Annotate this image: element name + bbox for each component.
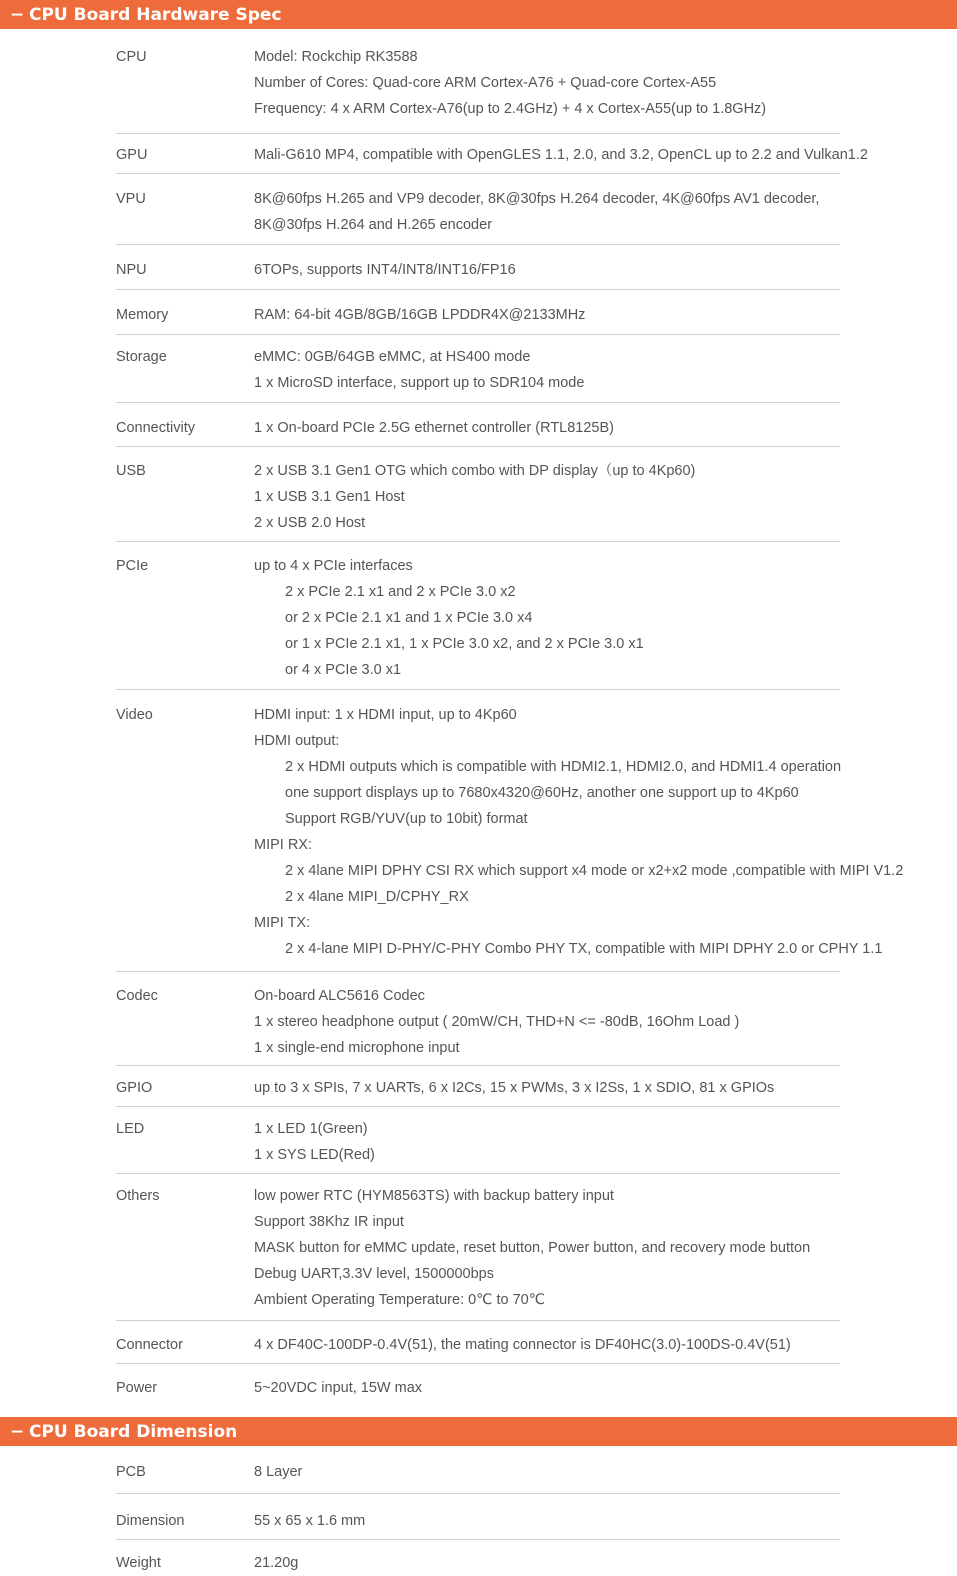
spec-row-cpu [116, 29, 840, 134]
spec-value-line: Support 38Khz IR input [254, 1214, 404, 1230]
spec-values [254, 415, 840, 441]
spec-label: Storage [116, 349, 167, 365]
spec-value-line: or 4 x PCIe 3.0 x1 [285, 662, 402, 678]
spec-value-line: 1 x stereo headphone output ( 20mW/CH, THD+N <= -80dB, 16Ohm Load ) [254, 1014, 740, 1030]
spec-row-pcb [116, 1446, 840, 1494]
spec-value-line: 4 x DF40C-100DP-0.4V(51), the mating connector is DF40HC(3.0)-100DS-0.4V(51) [254, 1337, 791, 1353]
spec-label: LED [116, 1121, 145, 1137]
spec-label: GPIO [116, 1080, 153, 1096]
spec-value-line: 1 x USB 3.1 Gen1 Host [254, 489, 405, 505]
spec-row-dimension [116, 1494, 840, 1540]
spec-value-line: 2 x 4lane MIPI DPHY CSI RX which support x4 mode or x2+x2 mode ,compatible with MIPI V1.2 [285, 863, 904, 879]
spec-value-line: 21.20g [254, 1555, 299, 1571]
spec-value-line: or 1 x PCIe 2.1 x1, 1 x PCIe 3.0 x2, and 2 x PCIe 3.0 x1 [285, 636, 644, 652]
spec-values [254, 983, 840, 1061]
spec-label: USB [116, 463, 146, 479]
spec-row-codec [116, 972, 840, 1066]
spec-values [254, 142, 868, 168]
spec-label: Connector [116, 1337, 183, 1353]
spec-row-connector [116, 1321, 840, 1364]
spec-row-usb [116, 447, 840, 542]
spec-values [254, 458, 840, 536]
spec-values [254, 1550, 840, 1576]
spec-value-line: HDMI input: 1 x HDMI input, up to 4Kp60 [254, 707, 517, 723]
spec-value-line: HDMI output: [254, 733, 340, 749]
spec-values [254, 1183, 840, 1313]
spec-value-line: 1 x single-end microphone input [254, 1040, 460, 1056]
spec-value-line: 1 x On-board PCIe 2.5G ethernet controller (RTL8125B) [254, 420, 615, 436]
spec-row-gpio [116, 1066, 840, 1107]
spec-value-line: Mali-G610 MP4, compatible with OpenGLES 1.1, 2.0, and 3.2, OpenCL up to 2.2 and Vulkan1.2 [254, 147, 868, 163]
spec-value-line: 1 x LED 1(Green) [254, 1121, 368, 1137]
spec-value-line: 2 x 4lane MIPI_D/CPHY_RX [285, 889, 469, 905]
spec-value-line: Model: Rockchip RK3588 [254, 49, 418, 65]
dimension-spec-table [116, 1446, 840, 1576]
spec-value-line: 8K@60fps H.265 and VP9 decoder, 8K@30fps H.264 decoder, 4K@60fps AV1 decoder, [254, 191, 820, 207]
spec-values [254, 1508, 840, 1534]
spec-row-weight [116, 1540, 840, 1576]
dimension-title: CPU Board Dimension [29, 1421, 238, 1442]
spec-values [254, 1375, 840, 1401]
spec-value-line: 2 x PCIe 2.1 x1 and 2 x PCIe 3.0 x2 [285, 584, 516, 600]
spec-value-line: Debug UART,3.3V level, 1500000bps [254, 1266, 494, 1282]
spec-values [254, 1332, 840, 1358]
spec-value-line: eMMC: 0GB/64GB eMMC, at HS400 mode [254, 349, 531, 365]
spec-value-line: On-board ALC5616 Codec [254, 988, 425, 1004]
spec-row-memory [116, 290, 840, 335]
spec-label: PCIe [116, 558, 149, 574]
dimension-section [0, 1417, 957, 1576]
spec-label: Memory [116, 307, 169, 323]
spec-label: NPU [116, 262, 147, 278]
spec-row-connectivity [116, 403, 840, 447]
spec-value-line: MIPI TX: [254, 915, 311, 931]
spec-value-line: 2 x USB 3.1 Gen1 OTG which combo with DP display（up to 4Kp60) [254, 463, 696, 479]
spec-label: Codec [116, 988, 158, 1004]
spec-row-video [116, 690, 904, 972]
spec-value-line: 2 x HDMI outputs which is compatible with HDMI2.1, HDMI2.0, and HDMI1.4 operation [285, 759, 842, 775]
spec-value-line: Number of Cores: Quad-core ARM Cortex-A76 + Quad-core Cortex-A55 [254, 75, 717, 91]
spec-values [254, 553, 840, 683]
spec-values [254, 44, 840, 122]
spec-value-line: 2 x USB 2.0 Host [254, 515, 366, 531]
spec-value-line: one support displays up to 7680x4320@60Hz, another one support up to 4Kp60 [285, 785, 799, 801]
collapse-minus-icon[interactable]: − [10, 4, 25, 25]
spec-value-line: MIPI RX: [254, 837, 313, 853]
spec-label: Others [116, 1188, 160, 1204]
spec-label: Video [116, 707, 153, 723]
spec-value-line: 2 x 4-lane MIPI D-PHY/C-PHY Combo PHY TX, compatible with MIPI DPHY 2.0 or CPHY 1.1 [285, 941, 883, 957]
collapse-minus-icon[interactable]: − [10, 1421, 25, 1442]
spec-row-gpu [116, 134, 868, 174]
spec-value-line: up to 3 x SPIs, 7 x UARTs, 6 x I2Cs, 15 x PWMs, 3 x I2Ss, 1 x SDIO, 81 x GPIOs [254, 1080, 775, 1096]
spec-label: PCB [116, 1464, 146, 1480]
spec-values [254, 1075, 840, 1101]
spec-values [254, 1459, 840, 1485]
spec-value-line: low power RTC (HYM8563TS) with backup battery input [254, 1188, 614, 1204]
spec-row-led [116, 1107, 840, 1174]
spec-value-line: up to 4 x PCIe interfaces [254, 558, 413, 574]
spec-value-line: 6TOPs, supports INT4/INT8/INT16/FP16 [254, 262, 516, 278]
spec-value-line: 55 x 65 x 1.6 mm [254, 1513, 366, 1529]
spec-values [254, 1116, 840, 1168]
spec-value-line: 1 x MicroSD interface, support up to SDR104 mode [254, 375, 585, 391]
spec-value-line: 1 x SYS LED(Red) [254, 1147, 375, 1163]
spec-value-line: 8 Layer [254, 1464, 303, 1480]
hardware-spec-table [116, 29, 904, 1417]
spec-values [254, 186, 840, 238]
spec-value-line: 8K@30fps H.264 and H.265 encoder [254, 217, 493, 233]
spec-label: Connectivity [116, 420, 195, 436]
spec-value-line: or 2 x PCIe 2.1 x1 and 1 x PCIe 3.0 x4 [285, 610, 533, 626]
spec-row-others [116, 1174, 840, 1321]
spec-value-line: Frequency: 4 x ARM Cortex-A76(up to 2.4GHz) + 4 x Cortex-A55(up to 1.8GHz) [254, 101, 767, 117]
spec-value-line: RAM: 64-bit 4GB/8GB/16GB LPDDR4X@2133MHz [254, 307, 586, 323]
spec-label: GPU [116, 147, 148, 163]
spec-value-line: MASK button for eMMC update, reset button, Power button, and recovery mode button [254, 1240, 811, 1256]
spec-row-power [116, 1364, 840, 1401]
hardware-spec-title: CPU Board Hardware Spec [29, 4, 282, 25]
spec-row-pcie [116, 542, 840, 690]
spec-label: Dimension [116, 1513, 185, 1529]
spec-label: VPU [116, 191, 146, 207]
spec-values [254, 702, 903, 962]
spec-label: Power [116, 1380, 158, 1396]
spec-row-npu [116, 245, 840, 290]
spec-row-vpu [116, 174, 840, 245]
dimension-header[interactable] [0, 1417, 957, 1446]
spec-values [254, 302, 840, 328]
hardware-spec-header[interactable] [0, 0, 957, 29]
spec-values [254, 257, 840, 283]
spec-values [254, 344, 840, 396]
spec-row-storage [116, 335, 840, 403]
spec-value-line: Ambient Operating Temperature: 0℃ to 70℃ [254, 1292, 546, 1308]
spec-value-line: Support RGB/YUV(up to 10bit) format [285, 811, 528, 827]
spec-label: Weight [116, 1555, 161, 1571]
spec-label: CPU [116, 49, 147, 65]
spec-value-line: 5~20VDC input, 15W max [254, 1380, 423, 1396]
